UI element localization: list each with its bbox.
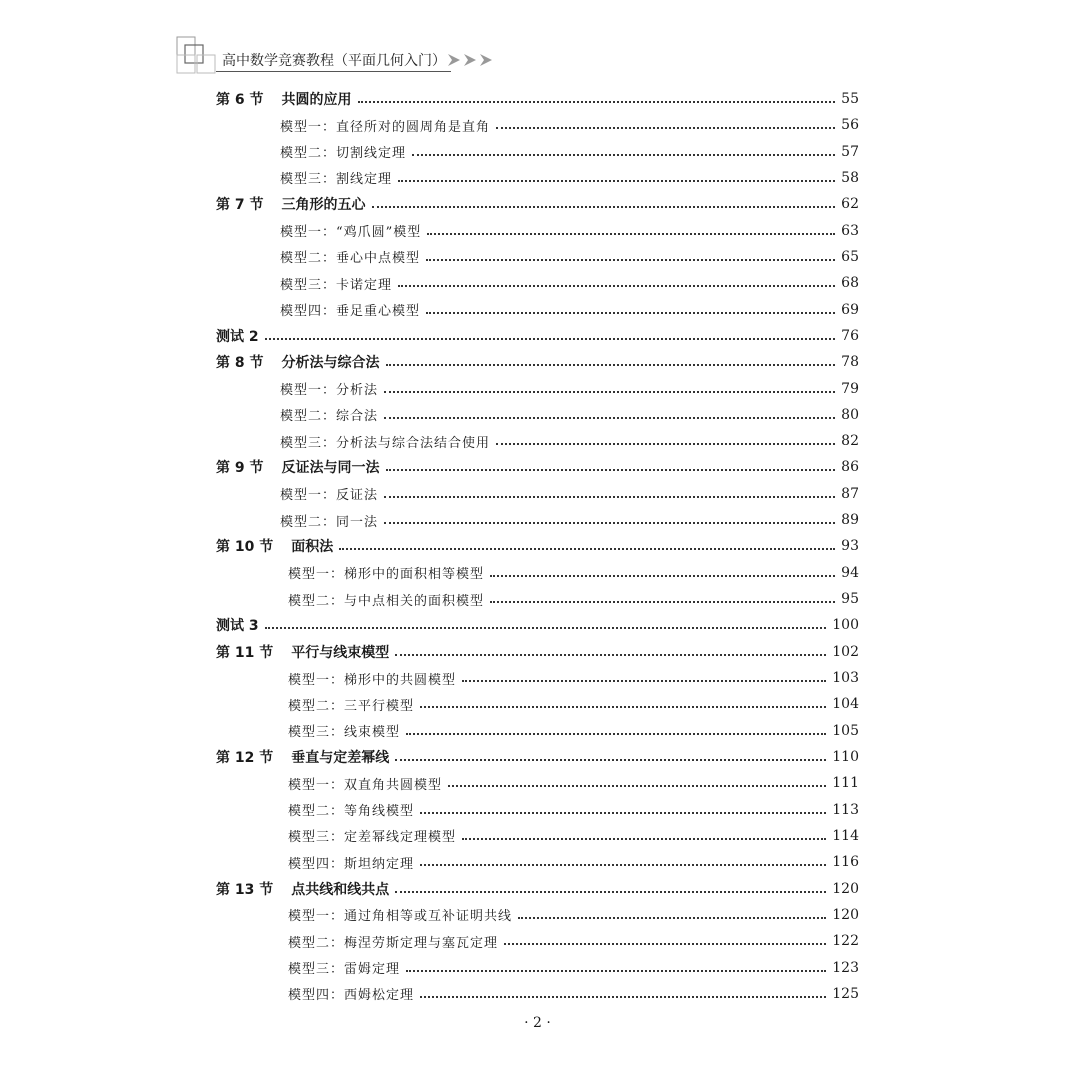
- model-title: 模型一：通过角相等或互补证明共线: [288, 909, 513, 925]
- section-number: 第 11 节: [216, 644, 274, 661]
- dot-leader: [386, 469, 836, 471]
- section-number: 第 6 节: [216, 92, 264, 108]
- toc-model-entry: [280, 247, 859, 267]
- page-ref: 79: [841, 380, 859, 397]
- toc-section-entry: [216, 642, 859, 662]
- page-ref: 116: [832, 854, 859, 871]
- dot-leader: [420, 864, 826, 866]
- dot-leader: [462, 680, 826, 682]
- dot-leader: [358, 101, 836, 103]
- page-ref: 58: [841, 169, 859, 186]
- toc-model-entry: [288, 773, 859, 793]
- page-ref: 120: [832, 880, 859, 897]
- toc-section-entry: [216, 457, 859, 477]
- page-ref: 110: [832, 749, 859, 765]
- toc-section-entry: [216, 615, 859, 635]
- page-ref: 57: [841, 143, 859, 160]
- page-ref: 103: [832, 670, 859, 687]
- dot-leader: [518, 917, 826, 919]
- page-ref: 100: [832, 617, 859, 634]
- dot-leader: [339, 548, 835, 550]
- model-title: 模型一：“鸡爪圆”模型: [280, 225, 422, 241]
- toc-section-entry: [216, 879, 859, 899]
- model-title: 模型二：垂心中点模型: [280, 251, 421, 267]
- model-title: 模型三：定差幂线定理模型: [288, 830, 457, 846]
- toc-model-entry: [288, 958, 859, 978]
- dot-leader: [398, 285, 835, 287]
- model-title: 模型二：切割线定理: [280, 146, 407, 162]
- toc-model-entry: [280, 405, 859, 425]
- model-title: 模型四：垂足重心模型: [280, 304, 421, 320]
- toc-model-entry: [280, 510, 859, 530]
- dot-leader: [384, 522, 835, 524]
- model-title: 模型一：双直角共圆模型: [288, 777, 443, 793]
- page-ref: 93: [841, 538, 859, 555]
- toc-model-entry: [280, 300, 859, 320]
- dot-leader: [462, 838, 826, 840]
- toc-model-entry: [280, 168, 859, 188]
- dot-leader: [265, 627, 827, 629]
- dot-leader: [406, 733, 826, 735]
- toc-model-entry: [288, 800, 859, 820]
- model-title: 模型一：反证法: [280, 488, 379, 504]
- model-title: 模型三：割线定理: [280, 172, 393, 188]
- toc-model-entry: [288, 721, 859, 741]
- dot-leader: [420, 812, 826, 814]
- model-title: 模型二：三平行模型: [288, 698, 415, 714]
- dot-leader: [496, 127, 835, 129]
- model-title: 模型一：分析法: [280, 383, 379, 399]
- model-title: 模型一：梯形中的面积相等模型: [288, 567, 485, 583]
- page-ref: 78: [841, 354, 859, 371]
- dot-leader: [490, 601, 835, 603]
- page-ref: 113: [832, 801, 859, 818]
- section-title: 分析法与综合法: [281, 355, 380, 372]
- section-title: 共圆的应用: [281, 92, 352, 108]
- toc-section-entry: [216, 194, 859, 214]
- toc-section-entry: [216, 747, 859, 767]
- toc-section-entry: [216, 89, 859, 109]
- model-title: 模型四：斯坦纳定理: [288, 856, 415, 872]
- page-ref: 76: [841, 327, 859, 344]
- toc-model-entry: [288, 984, 859, 1004]
- page-ref: 125: [832, 985, 859, 1002]
- toc-model-entry: [288, 852, 859, 872]
- toc-model-entry: [288, 668, 859, 688]
- model-title: 模型三：雷姆定理: [288, 962, 401, 978]
- dot-leader: [420, 706, 826, 708]
- dot-leader: [386, 364, 836, 366]
- section-number: 测试 3: [216, 618, 259, 635]
- page-number: · 2 ·: [524, 1015, 551, 1031]
- page-ref: 114: [832, 827, 859, 844]
- dot-leader: [395, 891, 826, 893]
- page-ref: 68: [841, 275, 859, 292]
- model-title: 模型三：线束模型: [288, 725, 401, 741]
- model-title: 模型二：与中点相关的面积模型: [288, 593, 485, 609]
- toc-model-entry: [288, 905, 859, 925]
- toc-model-entry: [288, 589, 859, 609]
- dot-leader: [420, 996, 826, 998]
- dot-leader: [384, 496, 835, 498]
- page-ref: 63: [841, 222, 859, 239]
- toc-section-entry: [216, 326, 859, 346]
- section-number: 第 12 节: [216, 750, 274, 766]
- toc-model-entry: [280, 379, 859, 399]
- toc-section-entry: [216, 352, 859, 372]
- dot-leader: [395, 654, 826, 656]
- page-ref: 65: [841, 248, 859, 265]
- section-number: 第 9 节: [216, 460, 264, 477]
- section-number: 第 8 节: [216, 355, 264, 372]
- toc-model-entry: [280, 484, 859, 504]
- page-ref: 62: [841, 196, 859, 213]
- dot-leader: [406, 970, 826, 972]
- dot-leader: [490, 575, 835, 577]
- dot-leader: [426, 312, 835, 314]
- page-ref: 95: [841, 591, 859, 608]
- page-ref: 122: [832, 933, 859, 950]
- model-title: 模型四：西姆松定理: [288, 988, 415, 1004]
- dot-leader: [448, 785, 826, 787]
- section-number: 测试 2: [216, 328, 259, 345]
- dot-leader: [372, 206, 836, 208]
- section-title: 反证法与同一法: [281, 460, 380, 477]
- dot-leader: [504, 943, 826, 945]
- dot-leader: [412, 154, 835, 156]
- section-title: 平行与线束模型: [291, 644, 390, 661]
- page-ref: 82: [841, 433, 859, 450]
- dot-leader: [384, 391, 835, 393]
- page-ref: 89: [841, 512, 859, 529]
- page-ref: 120: [832, 906, 859, 923]
- toc-model-entry: [288, 694, 859, 714]
- dot-leader: [496, 443, 835, 445]
- toc-model-entry: [280, 273, 859, 293]
- toc-model-entry: [280, 431, 859, 451]
- toc-model-entry: [280, 221, 859, 241]
- section-title: 垂直与定差幂线: [291, 750, 390, 766]
- page-ref: 69: [841, 301, 859, 318]
- dot-leader: [426, 259, 835, 261]
- page-ref: 80: [841, 406, 859, 423]
- page-ref: 56: [841, 117, 859, 134]
- toc-model-entry: [288, 826, 859, 846]
- page-ref: 87: [841, 485, 859, 502]
- toc-model-entry: [288, 931, 859, 951]
- section-title: 面积法: [291, 539, 334, 556]
- model-title: 模型二：梅涅劳斯定理与塞瓦定理: [288, 935, 499, 951]
- model-title: 模型一：直径所对的圆周角是直角: [280, 119, 491, 135]
- dot-leader: [398, 180, 835, 182]
- toc-model-entry: [288, 563, 859, 583]
- page-ref: 104: [832, 696, 859, 713]
- model-title: 模型一：梯形中的共圆模型: [288, 672, 457, 688]
- page-ref: 123: [832, 959, 859, 976]
- dot-leader: [384, 417, 835, 419]
- dot-leader: [395, 759, 826, 761]
- toc-section-entry: [216, 536, 859, 556]
- section-number: 第 13 节: [216, 881, 274, 898]
- model-title: 模型二：同一法: [280, 514, 379, 530]
- page-ref: 102: [832, 643, 859, 660]
- page-ref: 86: [841, 459, 859, 476]
- page-ref: 94: [841, 564, 859, 581]
- model-title: 模型二：等角线模型: [288, 804, 415, 820]
- section-number: 第 10 节: [216, 539, 274, 556]
- section-number: 第 7 节: [216, 197, 264, 214]
- dot-leader: [265, 338, 836, 340]
- book-title: 高中数学竞赛教程（平面几何入门）: [222, 53, 446, 69]
- page-ref: 111: [832, 775, 859, 792]
- toc-model-entry: [280, 142, 859, 162]
- dot-leader: [427, 233, 835, 235]
- toc-model-entry: [280, 115, 859, 135]
- section-title: 三角形的五心: [281, 197, 366, 214]
- page-ref: 55: [841, 91, 859, 107]
- model-title: 模型三：分析法与综合法结合使用: [280, 435, 491, 451]
- model-title: 模型二：综合法: [280, 409, 379, 425]
- model-title: 模型三：卡诺定理: [280, 277, 393, 293]
- page-ref: 105: [832, 722, 859, 739]
- section-title: 点共线和线共点: [291, 881, 390, 898]
